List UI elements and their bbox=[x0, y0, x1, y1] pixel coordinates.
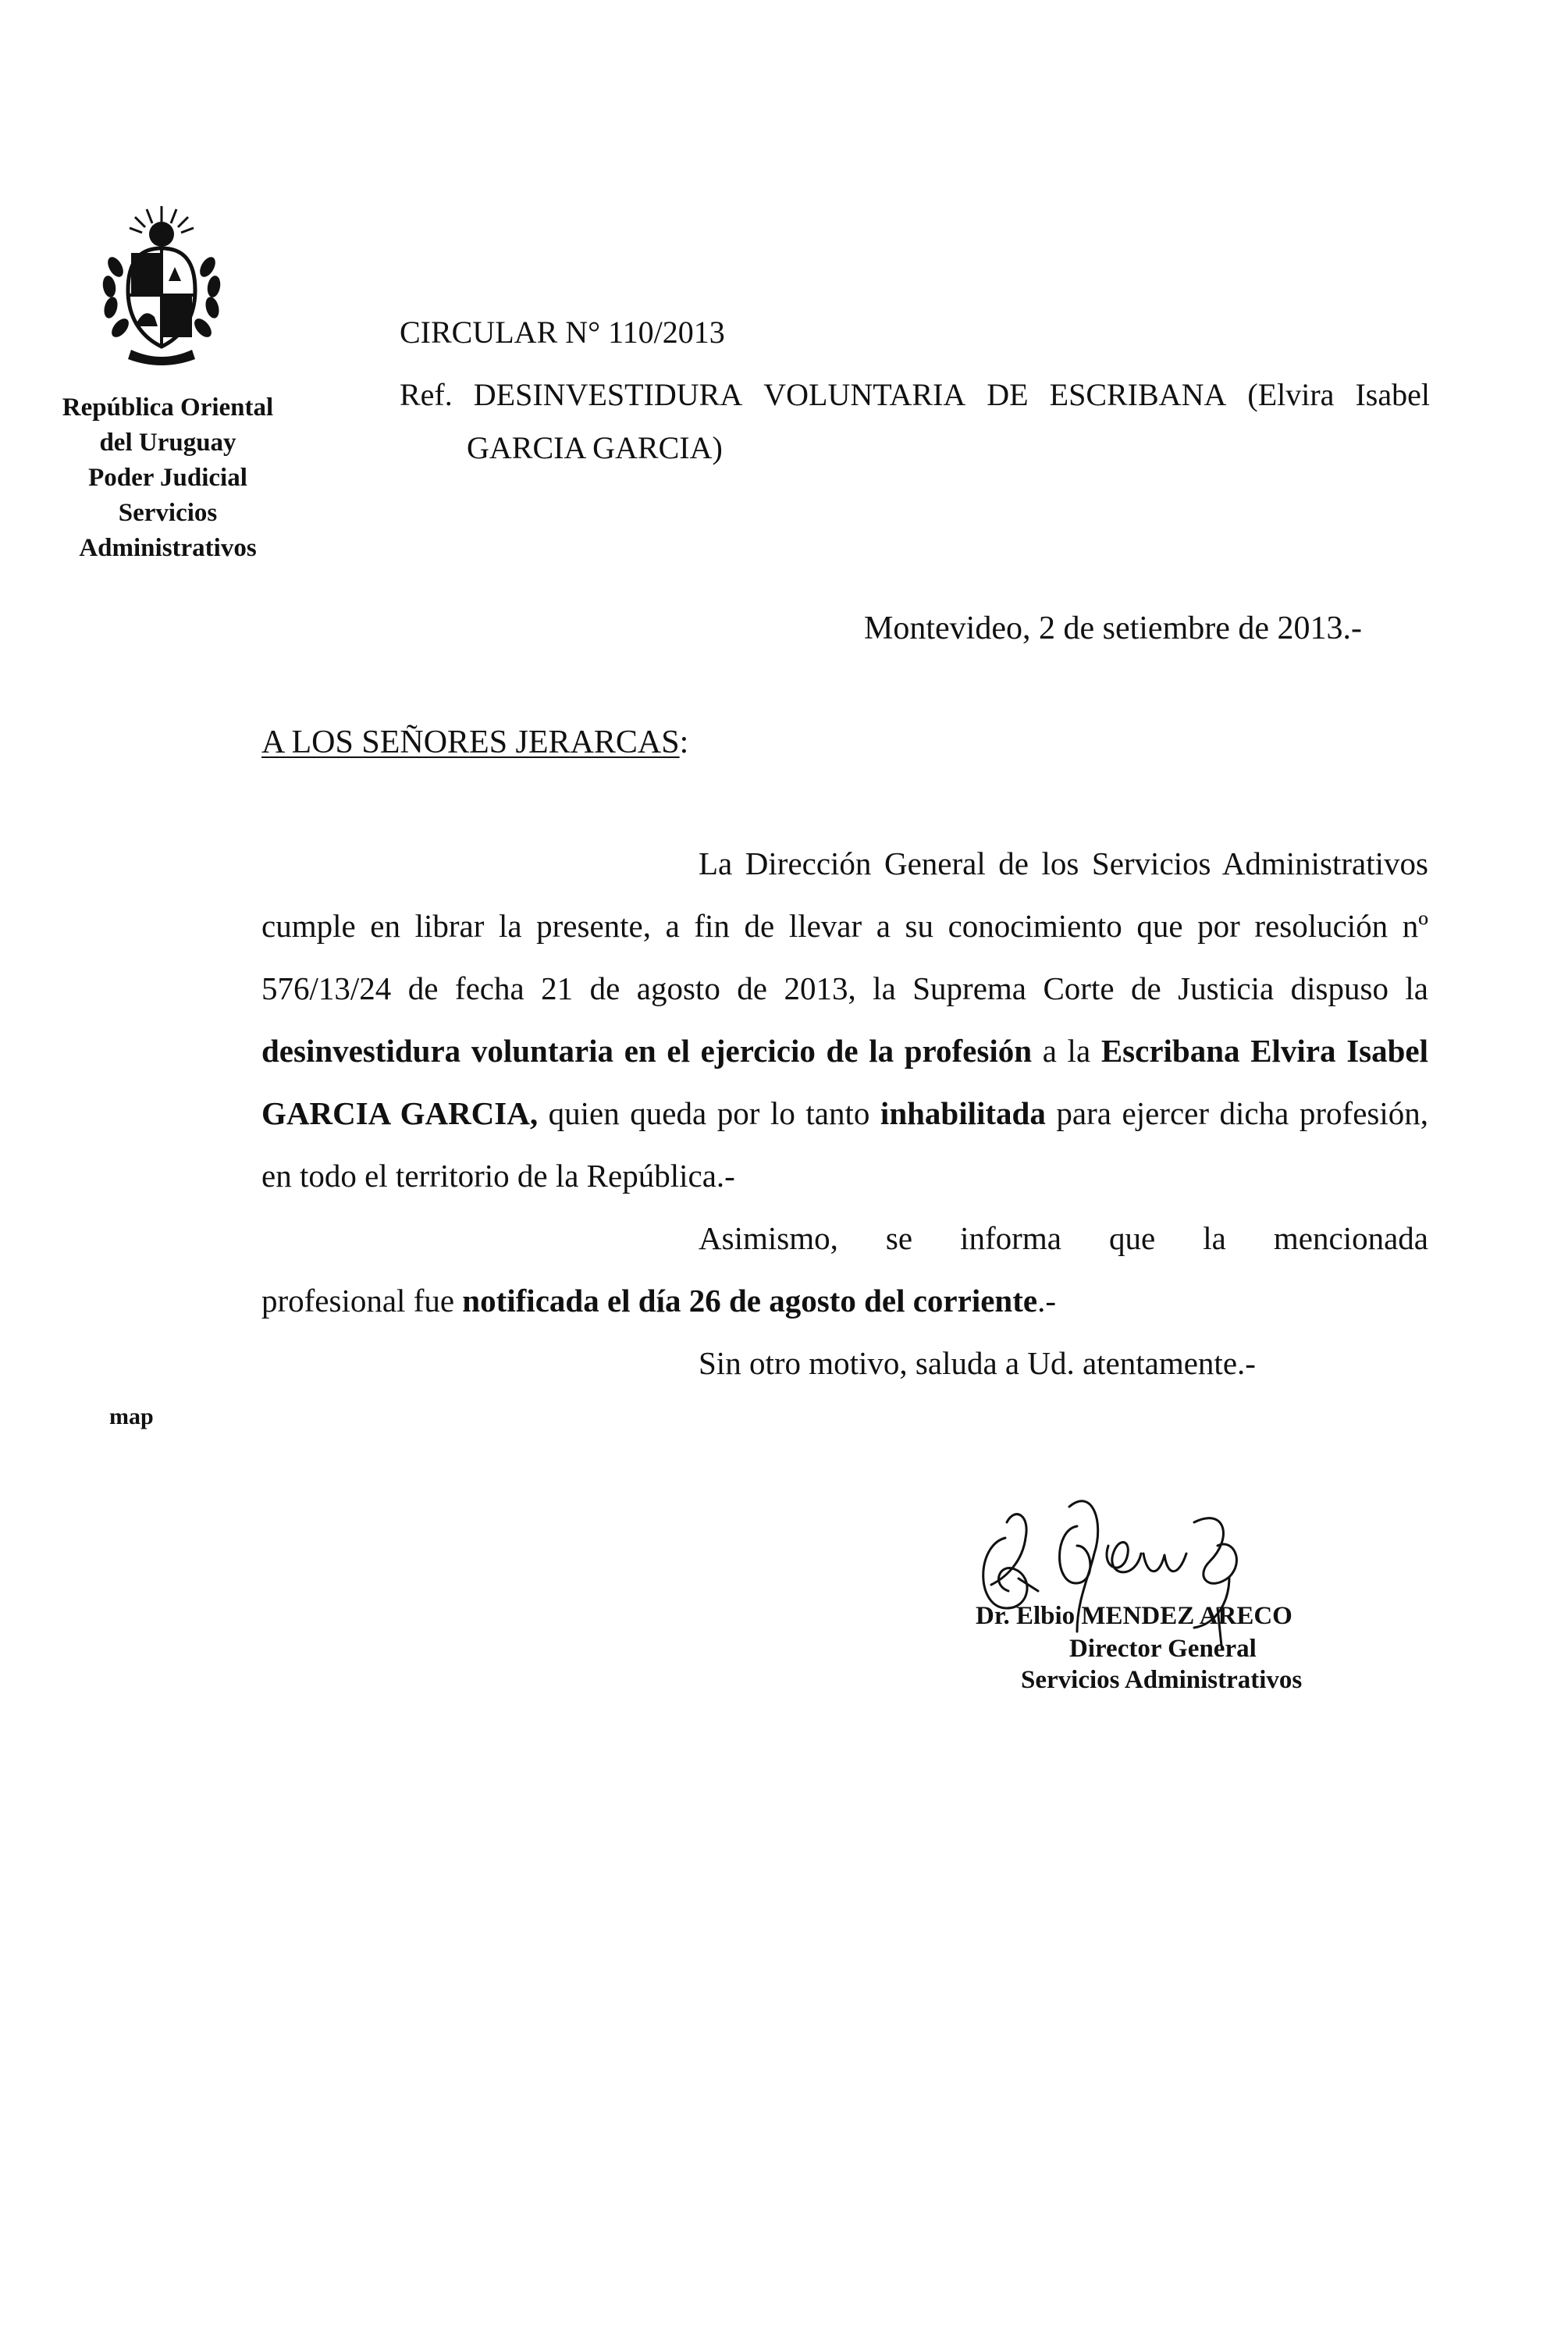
typist-initials: map bbox=[109, 1404, 154, 1429]
text-run: profesional fue bbox=[261, 1283, 463, 1319]
letterhead-line-3: Poder Judicial bbox=[88, 464, 247, 492]
ref-word: Ref. bbox=[400, 377, 453, 412]
bold-run: notificada el día 26 de agosto del corriente bbox=[462, 1283, 1038, 1319]
ref-word: DE bbox=[987, 377, 1029, 412]
letterhead-line-1: República Oriental bbox=[62, 393, 274, 422]
salutation-text: A LOS SEÑORES JERARCAS bbox=[261, 724, 680, 760]
circular-number: CIRCULAR N° 110/2013 bbox=[400, 315, 725, 350]
date-line: Montevideo, 2 de setiembre de 2013.- bbox=[864, 610, 1362, 646]
ref-word: (Elvira bbox=[1247, 377, 1335, 412]
text-run: .- bbox=[1037, 1283, 1056, 1319]
bold-run: inhabilitada bbox=[880, 1095, 1046, 1131]
body-paragraph-2-line-1: Asimismo, se informa que la mencionada bbox=[699, 1220, 1428, 1256]
ref-word: Isabel bbox=[1355, 377, 1430, 412]
text-run: a la bbox=[1032, 1033, 1101, 1069]
ref-word: VOLUNTARIA bbox=[763, 377, 966, 412]
closing-line: Sin otro motivo, saluda a Ud. atentamente.- bbox=[699, 1345, 1256, 1381]
signatory-name: Dr. Elbio MENDEZ ARECO bbox=[976, 1602, 1292, 1630]
salutation-colon: : bbox=[679, 724, 689, 760]
body-paragraph-2-line-2 bbox=[261, 1269, 1428, 1332]
reference-line-2: GARCIA GARCIA) bbox=[467, 430, 723, 465]
ref-word: ESCRIBANA bbox=[1049, 377, 1227, 412]
salutation bbox=[261, 721, 688, 763]
signatory-office: Servicios Administrativos bbox=[1021, 1666, 1303, 1694]
body-paragraph-1 bbox=[261, 832, 1428, 1207]
coat-of-arms-icon bbox=[92, 205, 231, 368]
letterhead-line-5: Administrativos bbox=[79, 534, 257, 562]
letterhead-line-2: del Uruguay bbox=[99, 429, 236, 457]
reference-line-1 bbox=[400, 375, 1430, 415]
bold-run: desinvestidura voluntaria en el ejercicio de la profesión bbox=[261, 1033, 1033, 1069]
text-run: La Dirección General de los Servicios Administrativos cumple en librar la presente, a fin de llevar a su conocimiento que por resolución nº 576/13/24 de fecha 21 de agosto de 2013, la Suprema Corte de Justicia dispuso la bbox=[261, 845, 1428, 1006]
signatory-title: Director General bbox=[1069, 1635, 1257, 1663]
bold-run: Escribana Elvira Isabel GARCIA GARCIA, bbox=[261, 1033, 1428, 1131]
letterhead-line-4: Servicios bbox=[118, 499, 218, 527]
ref-word: DESINVESTIDURA bbox=[473, 377, 743, 412]
text-run: quien queda por lo tanto bbox=[538, 1095, 880, 1131]
text-run: para ejercer dicha profesión, en todo el territorio de la República.- bbox=[261, 1095, 1428, 1194]
